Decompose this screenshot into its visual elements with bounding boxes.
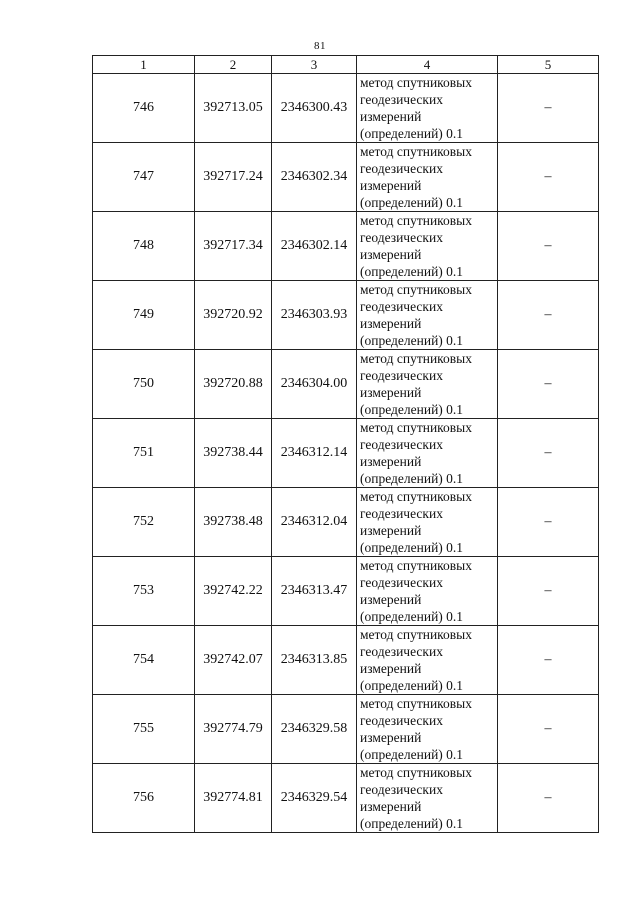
method-cell xyxy=(357,488,498,557)
y-coordinate-cell: 2346302.14 xyxy=(272,212,357,281)
method-text-line: метод спутниковых xyxy=(360,420,472,435)
method-text-line: (определений) 0.1 xyxy=(360,540,464,555)
method-text-line: геодезических xyxy=(360,644,443,659)
method-text-line: измерений xyxy=(360,385,422,400)
method-cell xyxy=(357,557,498,626)
method-cell xyxy=(357,419,498,488)
method-cell xyxy=(357,764,498,833)
method-text-line: геодезических xyxy=(360,92,443,107)
method-text-line: метод спутниковых xyxy=(360,765,472,780)
method-text-line: измерений xyxy=(360,661,422,676)
method-text-line: метод спутниковых xyxy=(360,144,472,159)
method-text-line: метод спутниковых xyxy=(360,351,472,366)
point-number-cell: 752 xyxy=(93,488,195,557)
x-coordinate-cell: 392774.79 xyxy=(195,695,272,764)
x-coordinate-cell: 392717.34 xyxy=(195,212,272,281)
table-row xyxy=(93,557,599,626)
y-coordinate-cell: 2346303.93 xyxy=(272,281,357,350)
table-row xyxy=(93,74,599,143)
table-row xyxy=(93,626,599,695)
method-text-line: (определений) 0.1 xyxy=(360,609,464,624)
table-row xyxy=(93,212,599,281)
method-cell xyxy=(357,695,498,764)
y-coordinate-cell: 2346302.34 xyxy=(272,143,357,212)
method-text-line: метод спутниковых xyxy=(360,213,472,228)
x-coordinate-cell: 392774.81 xyxy=(195,764,272,833)
method-text-line: геодезических xyxy=(360,299,443,314)
method-cell xyxy=(357,74,498,143)
point-number-cell: 749 xyxy=(93,281,195,350)
table-row xyxy=(93,419,599,488)
point-number-cell: 756 xyxy=(93,764,195,833)
method-text-line: геодезических xyxy=(360,713,443,728)
method-cell xyxy=(357,143,498,212)
column-header-3: 3 xyxy=(272,56,357,74)
method-text-line: геодезических xyxy=(360,506,443,521)
method-text-line: метод спутниковых xyxy=(360,627,472,642)
method-text-line: геодезических xyxy=(360,230,443,245)
method-text-line: измерений xyxy=(360,592,422,607)
column-5-cell: – xyxy=(498,74,599,143)
method-text-line: геодезических xyxy=(360,437,443,452)
table-row xyxy=(93,764,599,833)
point-number-cell: 751 xyxy=(93,419,195,488)
method-text-line: (определений) 0.1 xyxy=(360,195,464,210)
column-header-2: 2 xyxy=(195,56,272,74)
method-text-line: геодезических xyxy=(360,368,443,383)
x-coordinate-cell: 392742.22 xyxy=(195,557,272,626)
method-text-line: геодезических xyxy=(360,782,443,797)
column-header-4: 4 xyxy=(357,56,498,74)
x-coordinate-cell: 392717.24 xyxy=(195,143,272,212)
x-coordinate-cell: 392742.07 xyxy=(195,626,272,695)
method-text-line: (определений) 0.1 xyxy=(360,264,464,279)
y-coordinate-cell: 2346312.14 xyxy=(272,419,357,488)
table-row xyxy=(93,281,599,350)
method-text-line: измерений xyxy=(360,523,422,538)
y-coordinate-cell: 2346313.85 xyxy=(272,626,357,695)
y-coordinate-cell: 2346329.58 xyxy=(272,695,357,764)
column-5-cell: – xyxy=(498,557,599,626)
y-coordinate-cell: 2346300.43 xyxy=(272,74,357,143)
y-coordinate-cell: 2346313.47 xyxy=(272,557,357,626)
method-text-line: метод спутниковых xyxy=(360,489,472,504)
table-row xyxy=(93,143,599,212)
column-5-cell: – xyxy=(498,143,599,212)
method-cell xyxy=(357,212,498,281)
page-number: 81 xyxy=(314,40,326,52)
column-5-cell: – xyxy=(498,626,599,695)
table-header-row xyxy=(93,56,599,74)
method-text-line: (определений) 0.1 xyxy=(360,333,464,348)
point-number-cell: 754 xyxy=(93,626,195,695)
table-row xyxy=(93,695,599,764)
point-number-cell: 755 xyxy=(93,695,195,764)
column-5-cell: – xyxy=(498,419,599,488)
method-text-line: геодезических xyxy=(360,161,443,176)
method-text-line: (определений) 0.1 xyxy=(360,678,464,693)
method-text-line: метод спутниковых xyxy=(360,75,472,90)
y-coordinate-cell: 2346304.00 xyxy=(272,350,357,419)
method-text-line: (определений) 0.1 xyxy=(360,747,464,762)
method-text-line: метод спутниковых xyxy=(360,696,472,711)
method-text-line: измерений xyxy=(360,247,422,262)
method-text-line: (определений) 0.1 xyxy=(360,471,464,486)
method-text-line: метод спутниковых xyxy=(360,558,472,573)
method-text-line: измерений xyxy=(360,109,422,124)
method-text-line: (определений) 0.1 xyxy=(360,126,464,141)
table-row xyxy=(93,350,599,419)
x-coordinate-cell: 392720.92 xyxy=(195,281,272,350)
column-5-cell: – xyxy=(498,350,599,419)
point-number-cell: 750 xyxy=(93,350,195,419)
point-number-cell: 746 xyxy=(93,74,195,143)
method-cell xyxy=(357,626,498,695)
y-coordinate-cell: 2346312.04 xyxy=(272,488,357,557)
x-coordinate-cell: 392738.44 xyxy=(195,419,272,488)
method-text-line: измерений xyxy=(360,730,422,745)
method-text-line: измерений xyxy=(360,316,422,331)
table-row xyxy=(93,488,599,557)
x-coordinate-cell: 392720.88 xyxy=(195,350,272,419)
point-number-cell: 753 xyxy=(93,557,195,626)
coordinates-table xyxy=(92,55,599,833)
column-5-cell: – xyxy=(498,281,599,350)
column-header-5: 5 xyxy=(498,56,599,74)
column-5-cell: – xyxy=(498,212,599,281)
method-cell xyxy=(357,350,498,419)
column-5-cell: – xyxy=(498,764,599,833)
x-coordinate-cell: 392738.48 xyxy=(195,488,272,557)
method-text-line: измерений xyxy=(360,178,422,193)
column-5-cell: – xyxy=(498,695,599,764)
y-coordinate-cell: 2346329.54 xyxy=(272,764,357,833)
point-number-cell: 747 xyxy=(93,143,195,212)
method-text-line: измерений xyxy=(360,799,422,814)
method-text-line: (определений) 0.1 xyxy=(360,402,464,417)
column-header-1: 1 xyxy=(93,56,195,74)
method-text-line: геодезических xyxy=(360,575,443,590)
method-cell xyxy=(357,281,498,350)
table-body xyxy=(93,74,599,833)
column-5-cell: – xyxy=(498,488,599,557)
point-number-cell: 748 xyxy=(93,212,195,281)
method-text-line: метод спутниковых xyxy=(360,282,472,297)
method-text-line: измерений xyxy=(360,454,422,469)
method-text-line: (определений) 0.1 xyxy=(360,816,464,831)
x-coordinate-cell: 392713.05 xyxy=(195,74,272,143)
